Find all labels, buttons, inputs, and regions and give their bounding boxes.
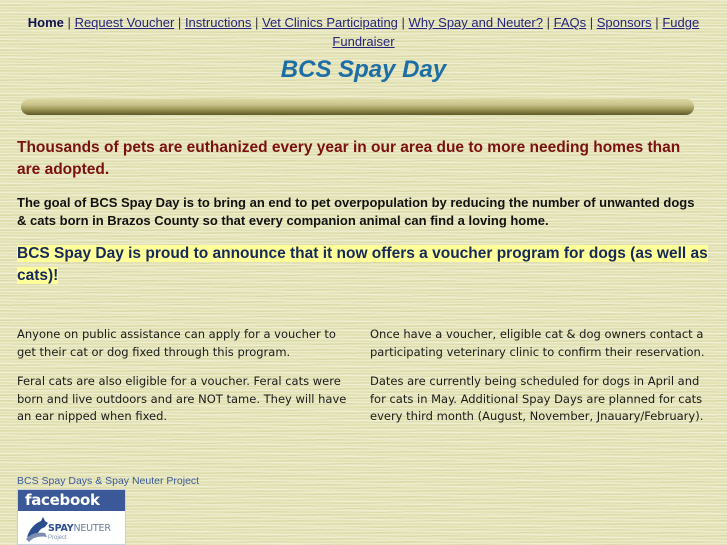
nav-separator: |: [546, 15, 550, 30]
nav-instructions[interactable]: Instructions: [184, 15, 252, 30]
nav-separator: |: [655, 15, 659, 30]
spay-neuter-logo: [18, 511, 125, 545]
facebook-logo: facebook: [18, 490, 125, 511]
nav-request-voucher[interactable]: Request Voucher: [74, 15, 175, 30]
nav-vet-clinics[interactable]: Vet Clinics Participating: [262, 15, 398, 30]
announcement: [17, 243, 717, 287]
project-subtitle: Project: [48, 535, 67, 541]
nav-why-spay-neuter[interactable]: Why Spay and Neuter?: [408, 15, 543, 30]
public-assistance-paragraph: Anyone on public assistance can apply for a voucher to get their cat or dog fixed through this program.: [17, 327, 336, 359]
feral-cats-paragraph: Feral cats are also eligible for a voucher. Feral cats were born and live outdoors and are NOT tame. They will have an ear nipped when fixed.: [17, 374, 347, 423]
announcement-text: BCS Spay Day is proud to announce that it now offers a voucher program for dogs (as well as cats)!: [17, 245, 708, 284]
page-title: BCS Spay Day: [280, 56, 447, 83]
reservation-paragraph: Once have a voucher, eligible cat & dog owners contact a participating veterinary clinic to confirm their reservation.: [370, 327, 705, 359]
nav-separator: |: [255, 15, 259, 30]
nav-faqs[interactable]: FAQs: [553, 15, 587, 30]
dates-paragraph: Dates are currently being scheduled for dogs in April and for cats in May. Additional Spay Days are planned for cats every third month (August, November, Jnauary/February).: [370, 374, 704, 423]
nav-fudge-fundraiser[interactable]: Fudge Fundraiser: [332, 15, 700, 49]
spay-neuter-wordmark: SPAYNEUTER: [48, 523, 111, 534]
facebook-page-link[interactable]: BCS Spay Days & Spay Neuter Project: [17, 475, 200, 487]
decorative-divider-bar: [21, 99, 694, 115]
goal-text: The goal of BCS Spay Day is to bring an end to pet overpopulation by reducing the number of unwanted dogs & cats born in Brazos County so that every companion animal can find a loving home.: [17, 195, 695, 228]
nav-separator: |: [177, 15, 182, 30]
nav-separator: |: [589, 15, 594, 30]
headline-text: Thousands of pets are euthanized every year in our area due to more needing homes than are adopted.: [17, 139, 681, 178]
left-column: [17, 326, 347, 438]
facebook-badge[interactable]: [17, 489, 126, 545]
right-column: [370, 326, 710, 438]
nav-home[interactable]: Home: [27, 15, 64, 30]
nav-separator: |: [67, 15, 71, 30]
top-navigation: [0, 13, 727, 51]
nav-separator: |: [401, 15, 405, 30]
nav-sponsors[interactable]: Sponsors: [596, 15, 652, 30]
